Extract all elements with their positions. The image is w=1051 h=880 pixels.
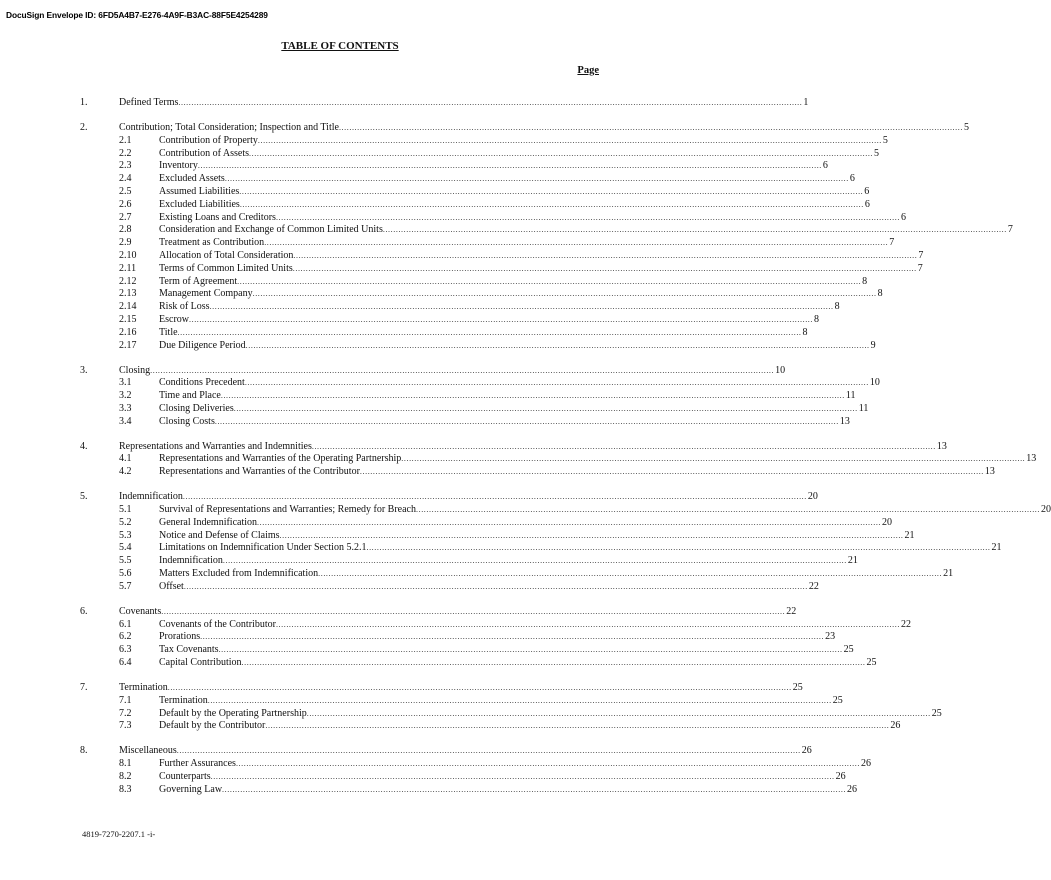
- dot-leader: ................................................................................................................................................................................................................................................: [311, 441, 936, 451]
- toc-entry-title: Escrow: [159, 313, 189, 325]
- toc-entry-line: [159, 402, 869, 416]
- toc-subsection-entry: [0, 249, 924, 263]
- toc-entry-number: 2.14: [119, 301, 137, 313]
- toc-entry-page: 8: [877, 288, 883, 300]
- toc-entry-line: [159, 415, 850, 429]
- toc-entry-title: Title: [159, 326, 178, 338]
- toc-entry-line: [159, 618, 911, 632]
- dot-leader: ................................................................................................................................................................................................................................................: [207, 695, 832, 705]
- dot-leader: ................................................................................................................................................................................................................................................: [209, 302, 834, 312]
- dot-leader: ................................................................................................................................................................................................................................................: [275, 212, 900, 222]
- toc-entry-page: 20: [807, 491, 818, 503]
- toc-entry-line: [159, 542, 1002, 555]
- toc-entry-title: Representations and Warranties of the Contributor: [159, 466, 360, 478]
- toc-entry-page: 26: [860, 758, 871, 770]
- toc-entry-number: 7.3: [119, 720, 132, 732]
- toc-subsection-entry: [0, 339, 876, 353]
- toc-entry-number: 3.4: [119, 415, 132, 427]
- toc-entry-number: 8.2: [119, 770, 132, 782]
- toc-entry-number: 7.: [80, 682, 88, 693]
- toc-entry-title: Defined Terms: [119, 97, 179, 108]
- toc-subsection-entry: [0, 657, 877, 670]
- toc-subsection-entry: [0, 580, 819, 594]
- toc-entry-line: [159, 147, 880, 161]
- toc-entry-title: Default by the Operating Partnership: [159, 707, 307, 719]
- toc-entry-number: 2.7: [119, 211, 132, 223]
- toc-entry-page: 13: [936, 440, 947, 452]
- toc-entry-line: [159, 134, 888, 148]
- toc-entry-number: 2.10: [119, 249, 137, 261]
- toc-entry-page: 8: [862, 275, 868, 287]
- toc-entry-number: 8.3: [119, 783, 132, 795]
- toc-entry-title: Due Diligence Period: [159, 339, 246, 351]
- dot-leader: ................................................................................................................................................................................................................................................: [239, 186, 864, 196]
- toc-entry-line: [159, 568, 954, 581]
- toc-entry-page: 11: [845, 390, 856, 402]
- toc-entry-number: 8.: [80, 745, 88, 757]
- dot-leader: ................................................................................................................................................................................................................................................: [222, 784, 847, 794]
- toc-entry-title: Risk of Loss: [159, 301, 210, 313]
- toc-entry-page: 5: [963, 121, 969, 133]
- toc-entry-title: Closing Costs: [159, 415, 215, 427]
- toc-entry-line: [159, 237, 895, 250]
- toc-entry-title: Governing Law: [159, 783, 223, 795]
- toc-entry-number: 2.17: [119, 339, 137, 351]
- toc-entry-line: [159, 555, 858, 568]
- toc-entry-page: 13: [1026, 453, 1037, 465]
- toc-entry-line: [159, 783, 858, 797]
- toc-section-entry: [0, 440, 947, 454]
- dot-leader: ................................................................................................................................................................................................................................................: [177, 327, 802, 337]
- toc-entry-title: Representations and Warranties of the Operating Partnership: [159, 453, 402, 465]
- toc-subsection-entry: [0, 262, 923, 276]
- toc-entry-number: 1.: [80, 97, 88, 108]
- toc-entry-page: 21: [847, 555, 858, 567]
- toc-subsection-entry: [0, 466, 995, 479]
- toc-subsection-entry: [0, 720, 901, 733]
- toc-entry-title: Representations and Warranties and Indemnities: [119, 440, 312, 452]
- toc-entry-title: Further Assurances: [159, 758, 236, 770]
- toc-entry-line: [119, 605, 797, 619]
- toc-entry-number: 2.5: [119, 185, 132, 197]
- toc-entry-line: [159, 224, 1013, 237]
- toc-entry-number: 3.: [80, 364, 88, 376]
- toc-entry-number: 2.12: [119, 275, 137, 287]
- toc-entry-number: 4.: [80, 440, 88, 452]
- toc-entry-page: 26: [801, 745, 812, 757]
- toc-subsection-entry: [0, 301, 840, 314]
- toc-entry-number: 6.1: [119, 618, 132, 630]
- toc-entry-line: [119, 364, 786, 378]
- toc-entry-title: Matters Excluded from Indemnification: [159, 568, 319, 580]
- dot-leader: ................................................................................................................................................................................................................................................: [197, 161, 822, 171]
- dot-leader: ................................................................................................................................................................................................................................................: [264, 238, 889, 248]
- toc-subsection-entry: [0, 618, 911, 632]
- dot-leader: ................................................................................................................................................................................................................................................: [257, 135, 882, 145]
- dot-leader: ................................................................................................................................................................................................................................................: [401, 454, 1026, 464]
- toc-entry-title: Miscellaneous: [119, 745, 177, 757]
- toc-entry-line: [159, 173, 855, 186]
- toc-entry-page: 20: [882, 516, 893, 528]
- toc-subsection-entry: [0, 147, 880, 161]
- toc-entry-line: [159, 326, 808, 340]
- toc-entry-line: [159, 758, 871, 771]
- dot-leader: ................................................................................................................................................................................................................................................: [150, 365, 775, 375]
- toc-entry-line: [159, 301, 840, 314]
- toc-entry-title: Allocation of Total Consideration: [159, 249, 294, 261]
- dot-leader: ................................................................................................................................................................................................................................................: [245, 340, 870, 350]
- toc-entry-page: 22: [900, 618, 911, 630]
- toc-entry-number: 5.: [80, 491, 88, 503]
- toc-subsection-entry: [0, 770, 846, 784]
- toc-entry-line: [159, 720, 901, 733]
- toc-entry-number: 3.1: [119, 377, 132, 389]
- dot-leader: ................................................................................................................................................................................................................................................: [200, 632, 825, 642]
- toc-entry-line: [159, 631, 836, 644]
- toc-entry-page: 25: [866, 657, 877, 669]
- toc-subsection-entry: [0, 224, 1013, 237]
- toc-entry-number: 6.4: [119, 657, 132, 669]
- dot-leader: ................................................................................................................................................................................................................................................: [239, 199, 864, 209]
- toc-subsection-entry: [0, 568, 954, 581]
- toc-subsection-entry: [0, 198, 870, 212]
- dot-leader: ................................................................................................................................................................................................................................................: [235, 759, 860, 769]
- dot-leader: ................................................................................................................................................................................................................................................: [292, 263, 917, 273]
- toc-entry-page: 23: [825, 631, 836, 643]
- toc-entry-page: 8: [814, 313, 819, 325]
- dot-leader: ................................................................................................................................................................................................................................................: [306, 708, 931, 718]
- toc-entry-page: 6: [822, 160, 828, 172]
- dot-leader: ................................................................................................................................................................................................................................................: [257, 517, 882, 527]
- toc-entry-page: 21: [991, 542, 1002, 554]
- toc-subsection-entry: [0, 758, 871, 771]
- toc-entry-line: [119, 97, 809, 110]
- toc-entry-title: Contribution; Total Consideration; Inspection and Title: [119, 121, 339, 133]
- toc-entry-page: 25: [931, 707, 942, 719]
- toc-entry-line: [159, 198, 870, 212]
- dot-leader: ................................................................................................................................................................................................................................................: [167, 683, 792, 692]
- toc-entry-line: [159, 657, 877, 670]
- toc-subsection-entry: [0, 211, 906, 225]
- toc-entry-title: Covenants: [119, 605, 162, 617]
- toc-entry-page: 13: [839, 415, 850, 427]
- toc-entry-number: 2.8: [119, 224, 132, 236]
- toc-entry-page: 6: [864, 198, 870, 210]
- toc-subsection-entry: [0, 134, 888, 148]
- toc-subsection-entry: [0, 783, 858, 797]
- document-footer: 4819-7270-2207.1 -i-: [82, 829, 156, 839]
- dot-leader: ................................................................................................................................................................................................................................................: [359, 467, 984, 477]
- toc-subsection-entry: [0, 415, 850, 429]
- toc-entry-title: Indemnification: [119, 491, 183, 503]
- toc-section-entry: [0, 745, 812, 758]
- toc-entry-line: [159, 211, 906, 225]
- toc-entry-number: 2.15: [119, 313, 137, 325]
- toc-entry-number: 3.2: [119, 390, 132, 402]
- toc-entry-number: 5.4: [119, 542, 132, 554]
- dot-leader: ................................................................................................................................................................................................................................................: [249, 148, 874, 158]
- toc-entry-number: 6.2: [119, 631, 132, 643]
- toc-entry-title: Closing: [119, 364, 151, 376]
- toc-entry-line: [119, 682, 803, 695]
- toc-entry-line: [159, 707, 942, 721]
- dot-leader: ................................................................................................................................................................................................................................................: [265, 721, 890, 731]
- toc-entry-page: 25: [792, 682, 803, 693]
- toc-entry-page: 26: [890, 720, 901, 732]
- toc-entry-title: Notice and Defense of Claims: [159, 529, 280, 541]
- toc-subsection-entry: [0, 504, 1051, 517]
- dot-leader: ................................................................................................................................................................................................................................................: [161, 606, 786, 616]
- dot-leader: ................................................................................................................................................................................................................................................: [366, 543, 991, 553]
- toc-entry-page: 7: [918, 249, 924, 261]
- toc-subsection-entry: [0, 453, 1037, 466]
- toc-entry-title: Assumed Liabilities: [159, 185, 240, 197]
- toc-entry-line: [159, 339, 876, 353]
- toc-entry-page: 21: [904, 529, 915, 541]
- toc-entry-page: 6: [849, 173, 855, 185]
- toc-entry-title: Survival of Representations and Warranties; Remedy for Breach: [159, 504, 416, 516]
- toc-subsection-entry: [0, 160, 828, 173]
- toc-entry-line: [159, 504, 1051, 517]
- toc-entry-line: [119, 745, 812, 758]
- toc-entry-page: 25: [832, 694, 843, 706]
- toc-entry-number: 2.1: [119, 134, 132, 146]
- toc-entry-page: 11: [858, 402, 869, 414]
- toc-entry-title: Excluded Liabilities: [159, 198, 240, 210]
- toc-entry-line: [159, 377, 880, 390]
- envelope-id: DocuSign Envelope ID: 6FD5A4B7-E276-4A9F-B3AC-88F5E4254289: [6, 10, 268, 20]
- toc-subsection-entry: [0, 237, 895, 250]
- toc-subsection-entry: [0, 516, 893, 530]
- toc-entry-line: [159, 529, 915, 543]
- toc-entry-number: 8.1: [119, 758, 132, 770]
- dot-leader: ................................................................................................................................................................................................................................................: [382, 225, 1007, 235]
- toc-entry-page: 5: [874, 147, 880, 159]
- dot-leader: ................................................................................................................................................................................................................................................: [279, 530, 904, 540]
- toc-section-entry: [0, 364, 786, 378]
- toc-subsection-entry: [0, 185, 870, 199]
- toc-entry-title: Closing Deliveries: [159, 402, 234, 414]
- toc-section-entry: [0, 682, 803, 695]
- toc-entry-page: 7: [889, 237, 895, 249]
- toc-entry-line: [159, 694, 843, 708]
- toc-entry-line: [159, 580, 819, 594]
- toc-entry-number: 5.2: [119, 516, 132, 528]
- toc-subsection-entry: [0, 542, 1002, 555]
- toc-entry-title: Time and Place: [159, 390, 221, 402]
- toc-entry-title: Treatment as Contribution: [159, 237, 265, 249]
- toc-entry-page: 26: [847, 783, 858, 795]
- toc-entry-page: 22: [808, 580, 819, 592]
- toc-entry-number: 5.7: [119, 580, 132, 592]
- toc-subsection-entry: [0, 173, 855, 186]
- toc-entry-page: 26: [835, 770, 846, 782]
- dot-leader: ................................................................................................................................................................................................................................................: [210, 771, 835, 781]
- dot-leader: ................................................................................................................................................................................................................................................: [220, 391, 845, 401]
- toc-subsection-entry: [0, 707, 942, 721]
- dot-leader: ................................................................................................................................................................................................................................................: [178, 98, 803, 107]
- toc-entry-page: 1: [803, 97, 809, 108]
- dot-leader: ................................................................................................................................................................................................................................................: [233, 403, 858, 413]
- toc-entry-line: [159, 288, 883, 301]
- toc-entry-page: 6: [900, 211, 906, 223]
- toc-subsection-entry: [0, 390, 856, 403]
- toc-entry-title: Covenants of the Contributor: [159, 618, 276, 630]
- toc-subsection-entry: [0, 288, 883, 301]
- toc-entry-page: 25: [843, 644, 854, 656]
- toc-entry-number: 5.6: [119, 568, 132, 580]
- dot-leader: ................................................................................................................................................................................................................................................: [183, 581, 808, 591]
- toc-subsection-entry: [0, 402, 869, 416]
- toc-entry-title: Default by the Contributor: [159, 720, 266, 732]
- dot-leader: ................................................................................................................................................................................................................................................: [189, 314, 813, 324]
- toc-section-entry: [0, 605, 797, 619]
- dot-leader: ................................................................................................................................................................................................................................................: [237, 276, 862, 286]
- toc-entry-number: 2.: [80, 121, 88, 133]
- dot-leader: ................................................................................................................................................................................................................................................: [241, 658, 866, 668]
- toc-entry-line: [159, 160, 828, 173]
- toc-entry-title: Limitations on Indemnification Under Section 5.2.1: [159, 542, 367, 554]
- table-of-contents: [0, 97, 1051, 797]
- toc-entry-number: 2.2: [119, 147, 132, 159]
- toc-entry-page: 22: [786, 605, 797, 617]
- toc-section-entry: [0, 491, 818, 504]
- toc-subsection-entry: [0, 529, 915, 543]
- dot-leader: ................................................................................................................................................................................................................................................: [275, 619, 900, 629]
- toc-entry-page: 5: [882, 134, 888, 146]
- toc-subsection-entry: [0, 377, 880, 390]
- toc-entry-number: 6.3: [119, 644, 132, 656]
- toc-section-entry: [0, 97, 809, 110]
- toc-entry-page: 21: [943, 568, 954, 580]
- toc-subsection-entry: [0, 275, 868, 289]
- dot-leader: ................................................................................................................................................................................................................................................: [244, 378, 869, 388]
- toc-entry-page: 6: [864, 185, 870, 197]
- toc-entry-number: 2.13: [119, 288, 137, 300]
- toc-entry-line: [119, 491, 818, 504]
- page-title: TABLE OF CONTENTS: [281, 40, 399, 52]
- toc-subsection-entry: [0, 694, 843, 708]
- dot-leader: ................................................................................................................................................................................................................................................: [338, 122, 963, 132]
- toc-entry-number: 4.1: [119, 453, 132, 465]
- toc-entry-line: [159, 185, 870, 199]
- toc-entry-line: [159, 275, 868, 289]
- toc-entry-number: 5.3: [119, 529, 132, 541]
- dot-leader: ................................................................................................................................................................................................................................................: [176, 746, 801, 756]
- toc-entry-title: Consideration and Exchange of Common Limited Units: [159, 224, 383, 236]
- toc-entry-title: Excluded Assets: [159, 173, 225, 185]
- toc-entry-line: [159, 313, 819, 327]
- toc-entry-page: 10: [869, 377, 880, 389]
- dot-leader: ................................................................................................................................................................................................................................................: [218, 645, 843, 655]
- toc-entry-line: [159, 249, 924, 263]
- toc-entry-title: Capital Contribution: [159, 657, 242, 669]
- toc-entry-line: [159, 466, 995, 479]
- toc-entry-number: 2.11: [119, 262, 137, 274]
- toc-entry-title: Termination: [159, 694, 208, 706]
- toc-entry-title: General Indemnification: [159, 516, 258, 528]
- toc-entry-title: Prorations: [159, 631, 201, 643]
- toc-entry-number: 5.1: [119, 504, 132, 516]
- toc-entry-number: 5.5: [119, 555, 132, 567]
- toc-entry-number: 2.4: [119, 173, 132, 185]
- toc-subsection-entry: [0, 555, 858, 568]
- toc-entry-line: [159, 644, 854, 657]
- toc-section-entry: [0, 121, 969, 135]
- dot-leader: ................................................................................................................................................................................................................................................: [416, 505, 1040, 515]
- toc-subsection-entry: [0, 644, 854, 657]
- toc-entry-page: 20: [1041, 504, 1051, 516]
- toc-entry-title: Conditions Precedent: [159, 377, 245, 389]
- toc-entry-number: 2.6: [119, 198, 132, 210]
- toc-entry-number: 2.3: [119, 160, 132, 172]
- toc-subsection-entry: [0, 631, 836, 644]
- toc-entry-page: 9: [870, 339, 876, 351]
- toc-entry-title: Indemnification: [159, 555, 223, 567]
- toc-entry-page: 10: [775, 364, 786, 376]
- toc-entry-title: Tax Covenants: [159, 644, 219, 656]
- dot-leader: ................................................................................................................................................................................................................................................: [252, 289, 877, 299]
- toc-entry-number: 2.16: [119, 326, 137, 338]
- toc-entry-number: 6.: [80, 605, 88, 617]
- toc-subsection-entry: [0, 313, 819, 327]
- toc-entry-page: 7: [1007, 224, 1013, 236]
- toc-entry-line: [159, 516, 893, 530]
- toc-entry-title: Contribution of Assets: [159, 147, 250, 159]
- toc-entry-number: 3.3: [119, 402, 132, 414]
- toc-entry-page: 8: [834, 301, 840, 313]
- toc-entry-title: Term of Agreement: [159, 275, 238, 287]
- toc-entry-number: 7.1: [119, 694, 132, 706]
- toc-entry-line: [159, 770, 846, 784]
- dot-leader: ................................................................................................................................................................................................................................................: [224, 174, 849, 184]
- toc-entry-line: [119, 440, 947, 454]
- toc-entry-title: Management Company: [159, 288, 253, 300]
- toc-entry-number: 4.2: [119, 466, 132, 478]
- toc-entry-page: 8: [802, 326, 808, 338]
- page-column-heading: Page: [577, 65, 599, 76]
- dot-leader: ................................................................................................................................................................................................................................................: [182, 492, 807, 502]
- toc-entry-title: Offset: [159, 580, 184, 592]
- toc-subsection-entry: [0, 326, 808, 340]
- dot-leader: ................................................................................................................................................................................................................................................: [293, 250, 918, 260]
- toc-entry-title: Counterparts: [159, 770, 211, 782]
- dot-leader: ................................................................................................................................................................................................................................................: [222, 556, 847, 566]
- toc-entry-line: [159, 453, 1037, 466]
- toc-entry-page: 7: [917, 262, 923, 274]
- toc-entry-title: Inventory: [159, 160, 198, 172]
- toc-entry-line: [159, 390, 856, 403]
- toc-entry-number: 7.2: [119, 707, 132, 719]
- toc-entry-line: [159, 262, 923, 276]
- dot-leader: ................................................................................................................................................................................................................................................: [214, 416, 839, 426]
- toc-entry-line: [119, 121, 969, 135]
- toc-entry-title: Termination: [119, 682, 168, 693]
- toc-entry-page: 13: [984, 466, 995, 478]
- toc-entry-title: Contribution of Property: [159, 134, 258, 146]
- dot-leader: ................................................................................................................................................................................................................................................: [318, 569, 943, 579]
- toc-entry-title: Terms of Common Limited Units: [159, 262, 293, 274]
- toc-entry-number: 2.9: [119, 237, 132, 249]
- toc-entry-title: Existing Loans and Creditors: [159, 211, 276, 223]
